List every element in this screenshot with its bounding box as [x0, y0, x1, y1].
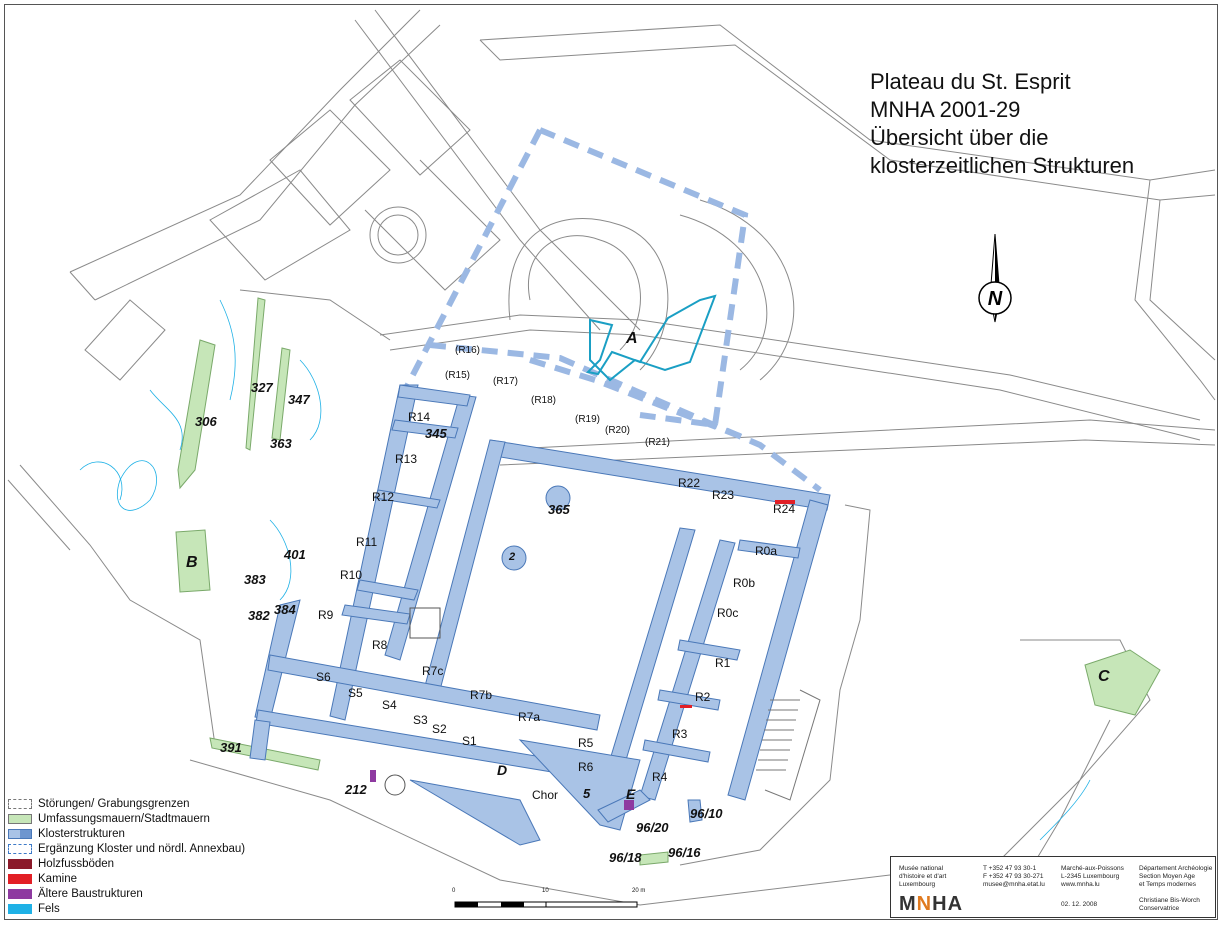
department-line-2: Section Moyen Age — [1139, 873, 1196, 880]
feature-345: 345 — [425, 426, 447, 441]
feature-384: 384 — [274, 602, 296, 617]
room-r7c: R7c — [422, 664, 444, 678]
room-s2: S2 — [432, 722, 447, 736]
legend-swatch-reconstruction — [8, 844, 32, 854]
website: www.mnha.lu — [1061, 881, 1100, 888]
legend — [8, 796, 245, 916]
address — [1061, 865, 1124, 889]
feature-96-16: 96/16 — [668, 845, 701, 860]
room-r12: R12 — [372, 490, 395, 504]
contact — [983, 865, 1045, 889]
legend-label: Umfassungsmauern/Stadtmauern — [38, 812, 210, 825]
room-r0c: R0c — [717, 606, 739, 620]
room-r7b: R7b — [470, 688, 493, 702]
scale-0: 0 — [452, 888, 456, 894]
room-r4: R4 — [652, 770, 668, 784]
room-r11: R11 — [356, 535, 378, 549]
museum-name — [899, 865, 946, 889]
address-line-1: Marché-aux-Poissons — [1061, 865, 1124, 872]
title-line-1: Plateau du St. Esprit — [870, 69, 1071, 94]
reconstruction-outline — [405, 130, 820, 490]
legend-item — [8, 886, 245, 901]
legend-item — [8, 901, 245, 916]
room-r21: (R21) — [645, 437, 671, 448]
zone-b: B — [186, 554, 198, 571]
room-s6: S6 — [316, 670, 331, 684]
room-r8: R8 — [372, 638, 388, 652]
room-r6: R6 — [578, 760, 594, 774]
zone-c: C — [1098, 668, 1110, 685]
department — [1139, 865, 1212, 889]
room-r3: R3 — [672, 727, 688, 741]
museum-line-3: Luxembourg — [899, 881, 936, 888]
museum-line-1: Musée national — [899, 865, 944, 872]
legend-swatch-fireplace — [8, 874, 32, 884]
zone-d: D — [497, 762, 508, 778]
title-line-4: klosterzeitlichen Strukturen — [870, 153, 1135, 178]
scale-bar — [455, 902, 637, 907]
room-s4: S4 — [382, 698, 397, 712]
legend-swatch-rock — [8, 904, 32, 914]
feature-347: 347 — [288, 392, 310, 407]
feature-212: 212 — [345, 782, 367, 797]
room-r22: R22 — [678, 476, 701, 490]
room-r0b: R0b — [733, 576, 756, 590]
legend-swatch-enclosure — [8, 814, 32, 824]
room-r9: R9 — [318, 608, 334, 622]
feature-2: 2 — [509, 551, 516, 563]
fax: F +352 47 93 30-271 — [983, 873, 1044, 880]
room-r10: R10 — [340, 568, 363, 582]
room-r20: (R20) — [605, 425, 631, 436]
feature-363: 363 — [270, 436, 292, 451]
legend-swatch-disturbance — [8, 799, 32, 809]
room-r1: R1 — [715, 656, 731, 670]
legend-item — [8, 841, 245, 856]
legend-label: Fels — [38, 902, 60, 915]
logo-rest: HA — [932, 893, 964, 915]
legend-label: Holzfussböden — [38, 857, 115, 870]
room-s5: S5 — [348, 686, 363, 700]
feature-382: 382 — [248, 608, 270, 623]
room-r7a: R7a — [518, 710, 541, 724]
feature-391: 391 — [220, 740, 242, 755]
room-r14: R14 — [408, 410, 431, 424]
phone: T +352 47 93 30-1 — [983, 865, 1037, 872]
feature-96-20: 96/20 — [636, 820, 669, 835]
date: 02. 12. 2008 — [1061, 901, 1098, 908]
zone-a: A — [626, 330, 638, 347]
department-line-1: Département Archéologie — [1139, 865, 1213, 872]
legend-label: Ergänzung Kloster und nördl. Annexbau) — [38, 842, 246, 855]
legend-label: Klosterstrukturen — [38, 827, 125, 840]
room-r18: (R18) — [531, 395, 557, 406]
zone-a-outline — [588, 296, 715, 380]
room-s3: S3 — [413, 713, 428, 727]
room-r17: (R17) — [493, 376, 519, 387]
room-r13: R13 — [395, 452, 418, 466]
legend-label: Ältere Baustrukturen — [38, 887, 143, 900]
legend-item — [8, 871, 245, 886]
feature-96-10: 96/10 — [690, 806, 723, 821]
room-r16: (R16) — [455, 345, 481, 356]
north-label: N — [987, 288, 1003, 310]
room-chor: Chor — [532, 788, 559, 802]
info-box — [890, 856, 1216, 918]
legend-item — [8, 856, 245, 871]
legend-swatch-monastery — [8, 829, 32, 839]
feature-5: 5 — [583, 786, 591, 801]
address-line-2: L-2345 Luxembourg — [1061, 873, 1120, 880]
feature-306: 306 — [195, 414, 217, 429]
zone-e: E — [626, 786, 636, 802]
room-r0a: R0a — [755, 544, 778, 558]
author-name: Christiane Bis-Worch — [1139, 897, 1200, 904]
legend-item — [8, 826, 245, 841]
legend-swatch-older — [8, 889, 32, 899]
museum-line-2: d'histoire et d'art — [899, 873, 947, 880]
legend-item — [8, 796, 245, 811]
feature-327: 327 — [251, 380, 273, 395]
mnha-logo — [899, 893, 963, 916]
title-line-3: Übersicht über die — [870, 125, 1049, 150]
room-r5: R5 — [578, 736, 594, 750]
title-line-2: MNHA 2001-29 — [870, 97, 1021, 122]
room-s1: S1 — [462, 734, 477, 748]
legend-label: Kamine — [38, 872, 77, 885]
feature-365: 365 — [548, 502, 570, 517]
feature-401: 401 — [284, 547, 306, 562]
email: musee@mnha.etat.lu — [983, 881, 1045, 888]
author-role: Conservatrice — [1139, 905, 1180, 912]
room-r2: R2 — [695, 690, 711, 704]
legend-swatch-wood-floor — [8, 859, 32, 869]
room-r15: (R15) — [445, 370, 471, 381]
scale-10: 10 — [542, 888, 549, 894]
feature-96-18: 96/18 — [609, 850, 642, 865]
logo-n: N — [916, 893, 933, 915]
room-r23: R23 — [712, 488, 735, 502]
department-line-3: et Temps modernes — [1139, 881, 1196, 888]
legend-item — [8, 811, 245, 826]
north-arrow-icon — [970, 232, 1020, 332]
legend-label: Störungen/ Grabungsgrenzen — [38, 797, 190, 810]
scale-20: 20 m — [632, 888, 646, 894]
monastery-walls — [250, 385, 830, 845]
author — [1139, 897, 1200, 913]
feature-383: 383 — [244, 572, 266, 587]
room-r19: (R19) — [575, 414, 601, 425]
logo-m: M — [899, 893, 917, 915]
map-title — [870, 68, 1134, 180]
room-r24: R24 — [773, 502, 796, 516]
